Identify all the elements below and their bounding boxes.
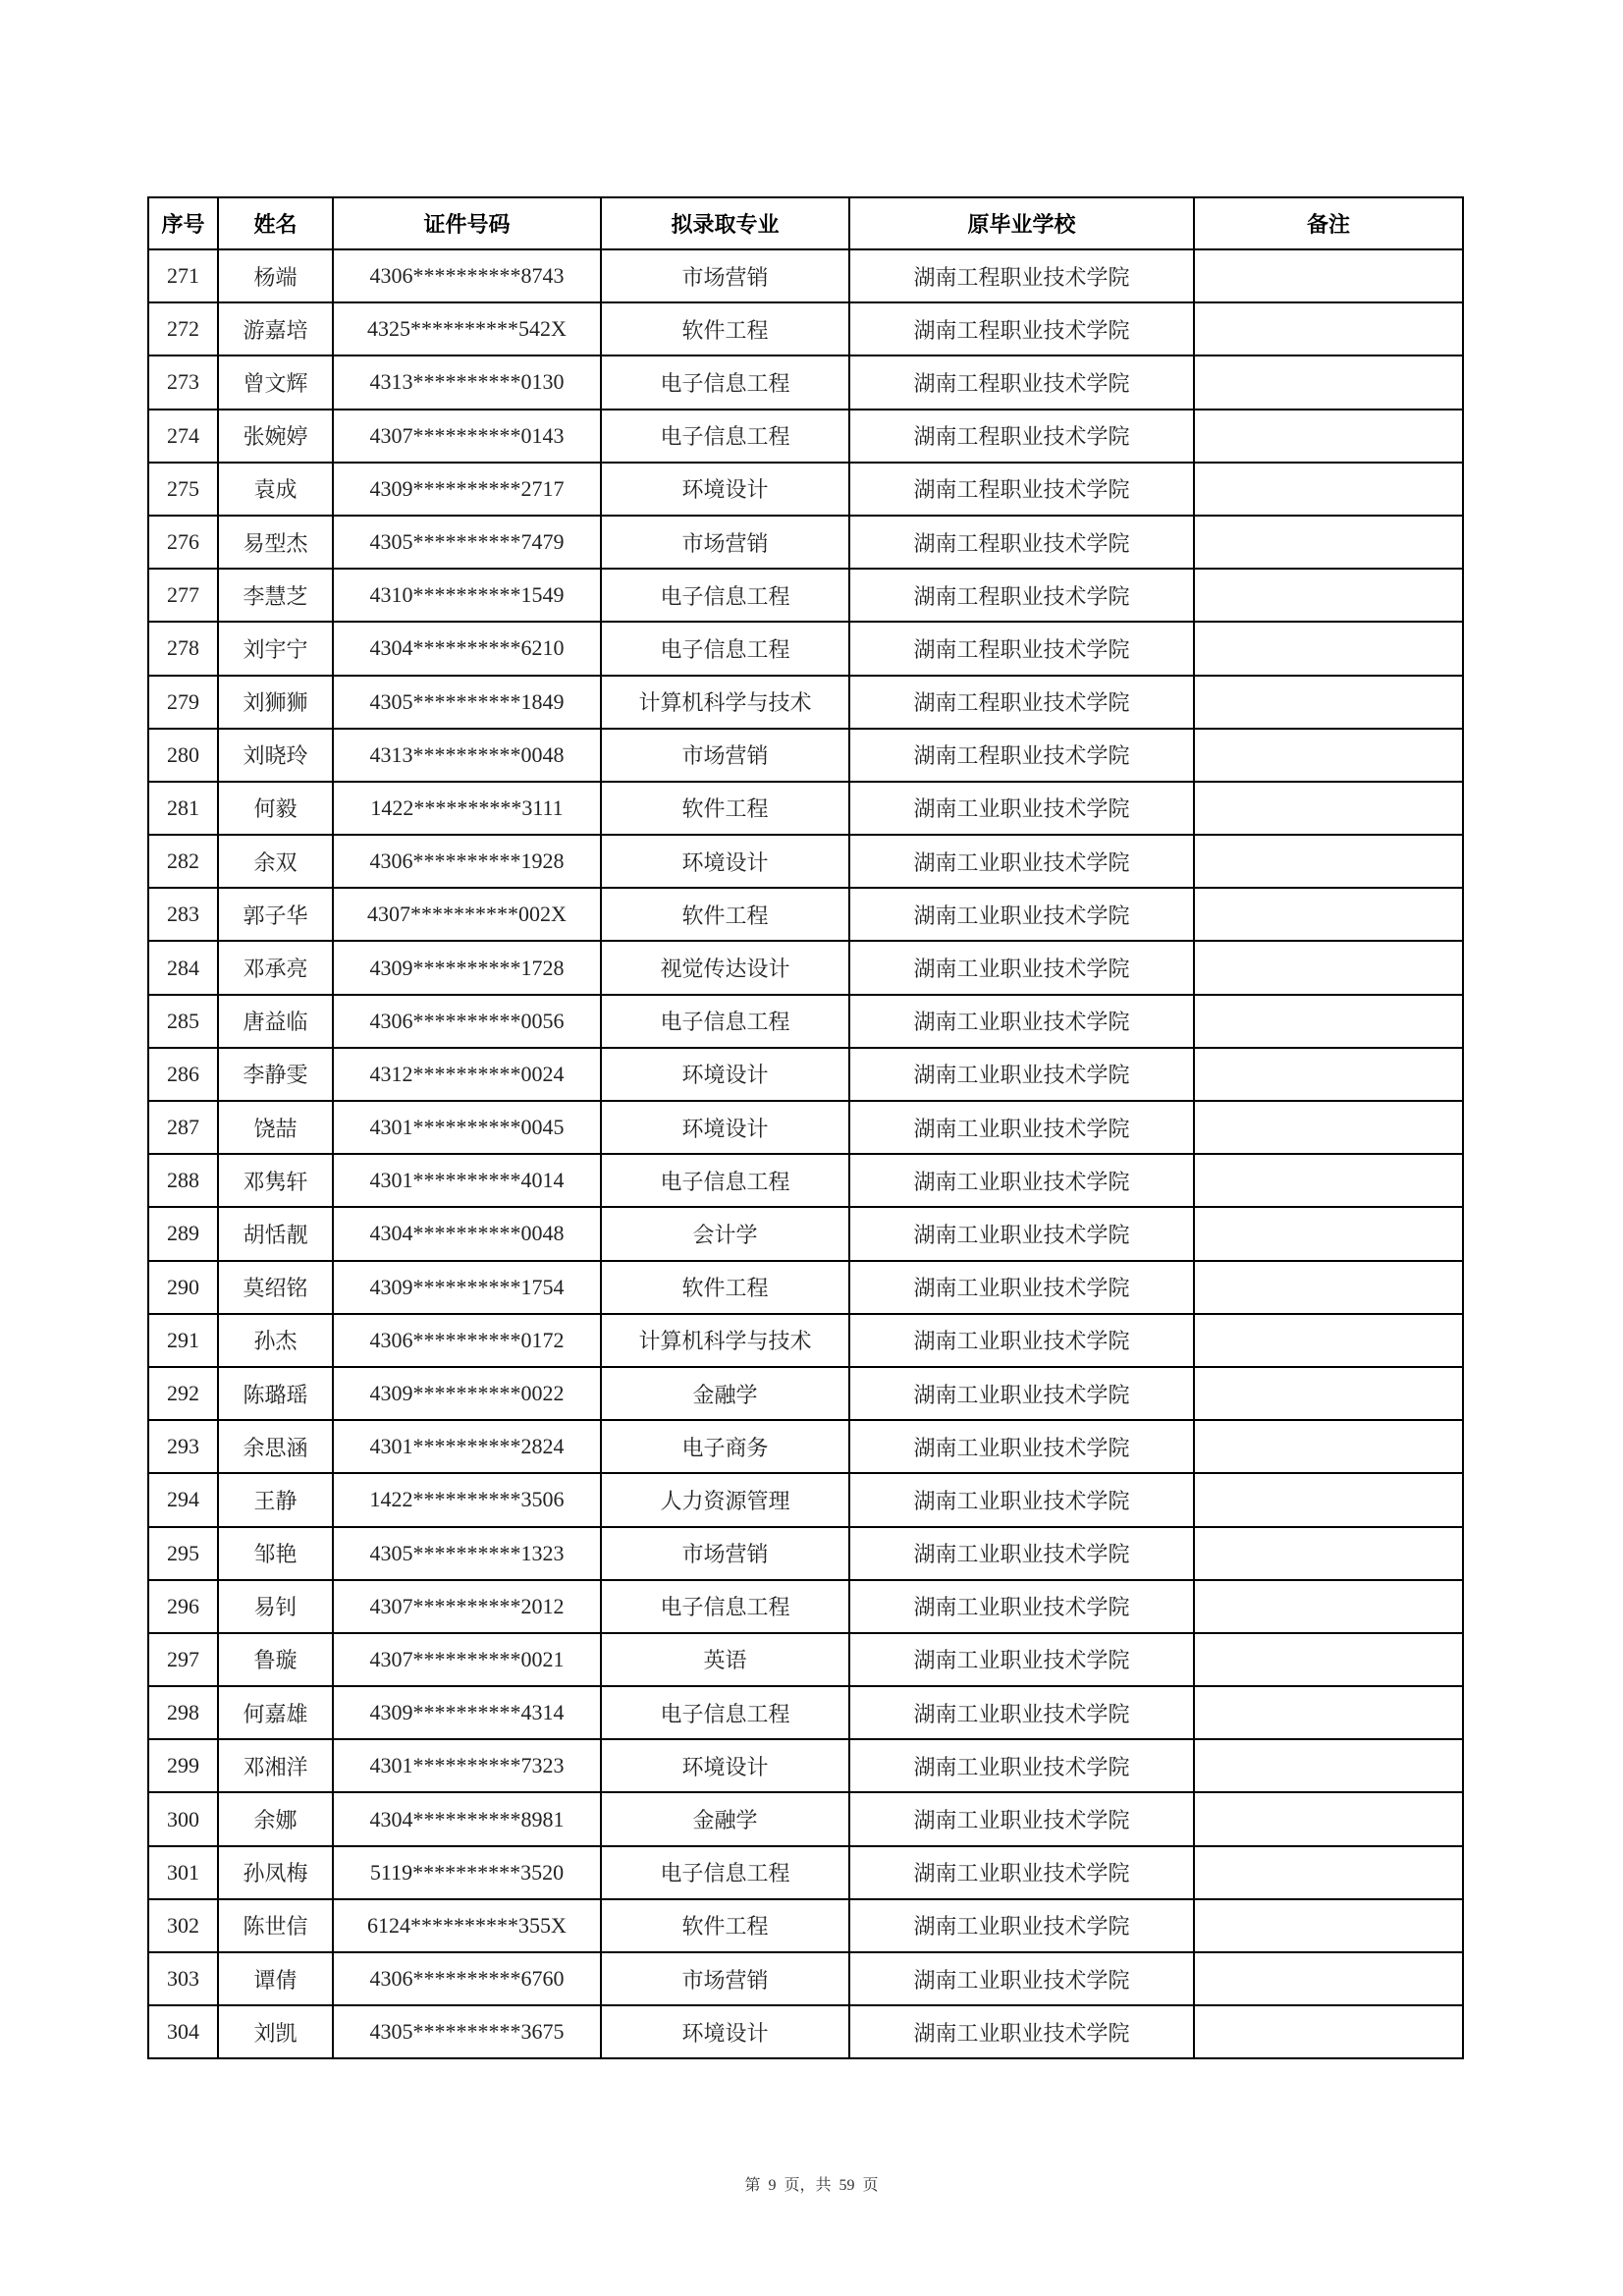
cell-name: 余思涵 <box>218 1420 333 1473</box>
cell-remarks <box>1194 302 1463 355</box>
cell-serial-number: 277 <box>148 569 218 622</box>
table-row <box>148 676 1463 729</box>
table-row <box>148 1207 1463 1260</box>
cell-graduated-school: 湖南工程职业技术学院 <box>849 676 1194 729</box>
cell-id-number: 4307**********0143 <box>333 410 601 463</box>
cell-graduated-school: 湖南工业职业技术学院 <box>849 1899 1194 1952</box>
cell-intended-major: 市场营销 <box>601 1527 849 1580</box>
cell-id-number: 4305**********3675 <box>333 2005 601 2058</box>
cell-id-number: 1422**********3111 <box>333 782 601 835</box>
cell-graduated-school: 湖南工业职业技术学院 <box>849 1154 1194 1207</box>
cell-graduated-school: 湖南工业职业技术学院 <box>849 1686 1194 1739</box>
table-row <box>148 1154 1463 1207</box>
cell-remarks <box>1194 1101 1463 1154</box>
cell-intended-major: 电子信息工程 <box>601 1154 849 1207</box>
table-row <box>148 1952 1463 2005</box>
table-row <box>148 1580 1463 1633</box>
cell-id-number: 4307**********002X <box>333 888 601 941</box>
cell-intended-major: 软件工程 <box>601 302 849 355</box>
cell-id-number: 4312**********0024 <box>333 1048 601 1101</box>
cell-name: 易钊 <box>218 1580 333 1633</box>
cell-serial-number: 273 <box>148 355 218 409</box>
cell-graduated-school: 湖南工业职业技术学院 <box>849 835 1194 888</box>
table-body <box>148 249 1463 2058</box>
cell-intended-major: 电子信息工程 <box>601 410 849 463</box>
table-row <box>148 516 1463 569</box>
cell-intended-major: 电子商务 <box>601 1420 849 1473</box>
cell-graduated-school: 湖南工业职业技术学院 <box>849 1792 1194 1845</box>
cell-intended-major: 电子信息工程 <box>601 1846 849 1899</box>
cell-intended-major: 市场营销 <box>601 249 849 302</box>
cell-name: 易型杰 <box>218 516 333 569</box>
cell-name: 鲁璇 <box>218 1633 333 1686</box>
cell-graduated-school: 湖南工业职业技术学院 <box>849 1420 1194 1473</box>
cell-graduated-school: 湖南工程职业技术学院 <box>849 729 1194 782</box>
cell-graduated-school: 湖南工程职业技术学院 <box>849 355 1194 409</box>
cell-intended-major: 电子信息工程 <box>601 355 849 409</box>
cell-serial-number: 289 <box>148 1207 218 1260</box>
cell-id-number: 4309**********2717 <box>333 463 601 516</box>
cell-id-number: 4306**********8743 <box>333 249 601 302</box>
cell-id-number: 4307**********2012 <box>333 1580 601 1633</box>
table-row <box>148 1899 1463 1952</box>
cell-name: 何嘉雄 <box>218 1686 333 1739</box>
cell-remarks <box>1194 410 1463 463</box>
cell-remarks <box>1194 995 1463 1048</box>
cell-remarks <box>1194 1207 1463 1260</box>
cell-name: 李静雯 <box>218 1048 333 1101</box>
table-row <box>148 355 1463 409</box>
table-row <box>148 2005 1463 2058</box>
cell-serial-number: 278 <box>148 622 218 675</box>
cell-name: 孙凤梅 <box>218 1846 333 1899</box>
table-row <box>148 995 1463 1048</box>
cell-serial-number: 291 <box>148 1314 218 1367</box>
cell-intended-major: 环境设计 <box>601 1048 849 1101</box>
cell-remarks <box>1194 1420 1463 1473</box>
cell-serial-number: 285 <box>148 995 218 1048</box>
cell-name: 胡恬靓 <box>218 1207 333 1260</box>
cell-name: 袁成 <box>218 463 333 516</box>
cell-intended-major: 计算机科学与技术 <box>601 676 849 729</box>
cell-name: 刘凯 <box>218 2005 333 2058</box>
cell-intended-major: 电子信息工程 <box>601 1686 849 1739</box>
cell-graduated-school: 湖南工业职业技术学院 <box>849 1314 1194 1367</box>
table-row <box>148 1473 1463 1526</box>
cell-serial-number: 272 <box>148 302 218 355</box>
cell-remarks <box>1194 888 1463 941</box>
table-row <box>148 1367 1463 1420</box>
table-row <box>148 941 1463 994</box>
cell-intended-major: 人力资源管理 <box>601 1473 849 1526</box>
cell-graduated-school: 湖南工程职业技术学院 <box>849 516 1194 569</box>
cell-graduated-school: 湖南工业职业技术学院 <box>849 1580 1194 1633</box>
cell-serial-number: 290 <box>148 1261 218 1314</box>
table-row <box>148 463 1463 516</box>
cell-intended-major: 环境设计 <box>601 1101 849 1154</box>
cell-id-number: 4304**********8981 <box>333 1792 601 1845</box>
cell-serial-number: 284 <box>148 941 218 994</box>
cell-remarks <box>1194 782 1463 835</box>
cell-intended-major: 会计学 <box>601 1207 849 1260</box>
cell-graduated-school: 湖南工业职业技术学院 <box>849 1473 1194 1526</box>
cell-id-number: 4306**********1928 <box>333 835 601 888</box>
cell-serial-number: 292 <box>148 1367 218 1420</box>
cell-serial-number: 287 <box>148 1101 218 1154</box>
cell-id-number: 4309**********0022 <box>333 1367 601 1420</box>
cell-intended-major: 电子信息工程 <box>601 569 849 622</box>
cell-remarks <box>1194 835 1463 888</box>
table-row <box>148 1048 1463 1101</box>
cell-name: 谭倩 <box>218 1952 333 2005</box>
cell-intended-major: 环境设计 <box>601 2005 849 2058</box>
cell-remarks <box>1194 1846 1463 1899</box>
cell-name: 刘晓玲 <box>218 729 333 782</box>
table-row <box>148 1792 1463 1845</box>
header-remarks: 备注 <box>1194 197 1463 249</box>
cell-remarks <box>1194 1261 1463 1314</box>
cell-intended-major: 电子信息工程 <box>601 1580 849 1633</box>
cell-serial-number: 300 <box>148 1792 218 1845</box>
cell-serial-number: 294 <box>148 1473 218 1526</box>
table-row <box>148 835 1463 888</box>
cell-remarks <box>1194 1367 1463 1420</box>
cell-remarks <box>1194 1633 1463 1686</box>
cell-id-number: 4301**********4014 <box>333 1154 601 1207</box>
cell-serial-number: 301 <box>148 1846 218 1899</box>
cell-graduated-school: 湖南工程职业技术学院 <box>849 249 1194 302</box>
cell-intended-major: 环境设计 <box>601 1739 849 1792</box>
table-row <box>148 1686 1463 1739</box>
cell-serial-number: 275 <box>148 463 218 516</box>
cell-remarks <box>1194 941 1463 994</box>
table-row <box>148 569 1463 622</box>
table-header-row <box>148 197 1463 249</box>
cell-serial-number: 304 <box>148 2005 218 2058</box>
cell-serial-number: 281 <box>148 782 218 835</box>
cell-remarks <box>1194 1739 1463 1792</box>
cell-id-number: 4304**********6210 <box>333 622 601 675</box>
cell-graduated-school: 湖南工业职业技术学院 <box>849 1367 1194 1420</box>
cell-remarks <box>1194 516 1463 569</box>
cell-intended-major: 金融学 <box>601 1792 849 1845</box>
cell-intended-major: 市场营销 <box>601 516 849 569</box>
cell-name: 刘狮狮 <box>218 676 333 729</box>
cell-graduated-school: 湖南工业职业技术学院 <box>849 1633 1194 1686</box>
cell-graduated-school: 湖南工业职业技术学院 <box>849 1952 1194 2005</box>
table-row <box>148 249 1463 302</box>
cell-remarks <box>1194 463 1463 516</box>
table-row <box>148 1420 1463 1473</box>
cell-serial-number: 288 <box>148 1154 218 1207</box>
cell-id-number: 4309**********1754 <box>333 1261 601 1314</box>
header-id-number: 证件号码 <box>333 197 601 249</box>
cell-id-number: 4310**********1549 <box>333 569 601 622</box>
cell-name: 刘宇宁 <box>218 622 333 675</box>
cell-intended-major: 市场营销 <box>601 1952 849 2005</box>
cell-intended-major: 电子信息工程 <box>601 622 849 675</box>
cell-intended-major: 环境设计 <box>601 835 849 888</box>
cell-graduated-school: 湖南工业职业技术学院 <box>849 1846 1194 1899</box>
table-row <box>148 1261 1463 1314</box>
cell-serial-number: 280 <box>148 729 218 782</box>
cell-id-number: 4313**********0130 <box>333 355 601 409</box>
cell-graduated-school: 湖南工程职业技术学院 <box>849 622 1194 675</box>
cell-id-number: 4305**********1323 <box>333 1527 601 1580</box>
cell-remarks <box>1194 1686 1463 1739</box>
cell-intended-major: 环境设计 <box>601 463 849 516</box>
header-serial-number: 序号 <box>148 197 218 249</box>
cell-intended-major: 软件工程 <box>601 1899 849 1952</box>
cell-graduated-school: 湖南工业职业技术学院 <box>849 941 1194 994</box>
cell-id-number: 4305**********1849 <box>333 676 601 729</box>
cell-name: 邹艳 <box>218 1527 333 1580</box>
cell-id-number: 4305**********7479 <box>333 516 601 569</box>
cell-graduated-school: 湖南工业职业技术学院 <box>849 1207 1194 1260</box>
cell-id-number: 4306**********6760 <box>333 1952 601 2005</box>
cell-graduated-school: 湖南工业职业技术学院 <box>849 1048 1194 1101</box>
cell-graduated-school: 湖南工业职业技术学院 <box>849 1261 1194 1314</box>
cell-remarks <box>1194 676 1463 729</box>
header-intended-major: 拟录取专业 <box>601 197 849 249</box>
cell-remarks <box>1194 1580 1463 1633</box>
cell-id-number: 6124**********355X <box>333 1899 601 1952</box>
cell-graduated-school: 湖南工业职业技术学院 <box>849 1101 1194 1154</box>
table-row <box>148 1527 1463 1580</box>
table-row <box>148 1633 1463 1686</box>
cell-id-number: 4309**********4314 <box>333 1686 601 1739</box>
cell-serial-number: 293 <box>148 1420 218 1473</box>
cell-id-number: 4304**********0048 <box>333 1207 601 1260</box>
cell-id-number: 4306**********0056 <box>333 995 601 1048</box>
cell-remarks <box>1194 355 1463 409</box>
cell-intended-major: 英语 <box>601 1633 849 1686</box>
admission-roster-table <box>147 196 1464 2059</box>
cell-serial-number: 274 <box>148 410 218 463</box>
cell-name: 孙杰 <box>218 1314 333 1367</box>
cell-intended-major: 软件工程 <box>601 782 849 835</box>
cell-id-number: 5119**********3520 <box>333 1846 601 1899</box>
cell-remarks <box>1194 1952 1463 2005</box>
cell-intended-major: 软件工程 <box>601 1261 849 1314</box>
cell-serial-number: 276 <box>148 516 218 569</box>
cell-id-number: 4313**********0048 <box>333 729 601 782</box>
cell-name: 莫绍铭 <box>218 1261 333 1314</box>
cell-serial-number: 296 <box>148 1580 218 1633</box>
cell-graduated-school: 湖南工程职业技术学院 <box>849 302 1194 355</box>
cell-serial-number: 286 <box>148 1048 218 1101</box>
cell-name: 余双 <box>218 835 333 888</box>
cell-remarks <box>1194 1792 1463 1845</box>
cell-name: 陈世信 <box>218 1899 333 1952</box>
cell-remarks <box>1194 729 1463 782</box>
cell-graduated-school: 湖南工程职业技术学院 <box>849 463 1194 516</box>
cell-graduated-school: 湖南工业职业技术学院 <box>849 2005 1194 2058</box>
cell-remarks <box>1194 1154 1463 1207</box>
header-graduated-school: 原毕业学校 <box>849 197 1194 249</box>
cell-graduated-school: 湖南工程职业技术学院 <box>849 569 1194 622</box>
cell-serial-number: 303 <box>148 1952 218 2005</box>
cell-serial-number: 282 <box>148 835 218 888</box>
cell-intended-major: 金融学 <box>601 1367 849 1420</box>
table-row <box>148 1101 1463 1154</box>
cell-intended-major: 市场营销 <box>601 729 849 782</box>
cell-name: 饶喆 <box>218 1101 333 1154</box>
cell-serial-number: 279 <box>148 676 218 729</box>
cell-graduated-school: 湖南工业职业技术学院 <box>849 782 1194 835</box>
cell-id-number: 4301**********7323 <box>333 1739 601 1792</box>
cell-intended-major: 计算机科学与技术 <box>601 1314 849 1367</box>
cell-id-number: 4309**********1728 <box>333 941 601 994</box>
cell-intended-major: 视觉传达设计 <box>601 941 849 994</box>
cell-name: 陈璐瑶 <box>218 1367 333 1420</box>
header-name: 姓名 <box>218 197 333 249</box>
cell-id-number: 4301**********2824 <box>333 1420 601 1473</box>
cell-id-number: 4325**********542X <box>333 302 601 355</box>
cell-graduated-school: 湖南工业职业技术学院 <box>849 995 1194 1048</box>
cell-id-number: 4307**********0021 <box>333 1633 601 1686</box>
cell-serial-number: 283 <box>148 888 218 941</box>
cell-graduated-school: 湖南工业职业技术学院 <box>849 888 1194 941</box>
table-row <box>148 1846 1463 1899</box>
cell-serial-number: 299 <box>148 1739 218 1792</box>
cell-name: 邓湘洋 <box>218 1739 333 1792</box>
table-row <box>148 782 1463 835</box>
cell-name: 余娜 <box>218 1792 333 1845</box>
cell-name: 郭子华 <box>218 888 333 941</box>
cell-remarks <box>1194 569 1463 622</box>
cell-id-number: 1422**********3506 <box>333 1473 601 1526</box>
cell-remarks <box>1194 1048 1463 1101</box>
cell-name: 王静 <box>218 1473 333 1526</box>
cell-serial-number: 295 <box>148 1527 218 1580</box>
cell-id-number: 4306**********0172 <box>333 1314 601 1367</box>
page-number-footer: 第 9 页，共 59 页 <box>744 2177 879 2194</box>
cell-serial-number: 302 <box>148 1899 218 1952</box>
cell-name: 游嘉培 <box>218 302 333 355</box>
cell-remarks <box>1194 1314 1463 1367</box>
cell-graduated-school: 湖南工程职业技术学院 <box>849 410 1194 463</box>
cell-serial-number: 298 <box>148 1686 218 1739</box>
cell-name: 杨端 <box>218 249 333 302</box>
cell-name: 曾文辉 <box>218 355 333 409</box>
cell-intended-major: 软件工程 <box>601 888 849 941</box>
cell-remarks <box>1194 1527 1463 1580</box>
table-row <box>148 302 1463 355</box>
cell-serial-number: 297 <box>148 1633 218 1686</box>
table-row <box>148 622 1463 675</box>
cell-graduated-school: 湖南工业职业技术学院 <box>849 1739 1194 1792</box>
table-row <box>148 1314 1463 1367</box>
cell-name: 唐益临 <box>218 995 333 1048</box>
cell-remarks <box>1194 622 1463 675</box>
cell-remarks <box>1194 1473 1463 1526</box>
cell-name: 张婉婷 <box>218 410 333 463</box>
table-row <box>148 1739 1463 1792</box>
cell-id-number: 4301**********0045 <box>333 1101 601 1154</box>
cell-name: 邓隽轩 <box>218 1154 333 1207</box>
cell-name: 邓承亮 <box>218 941 333 994</box>
table-row <box>148 888 1463 941</box>
table-row <box>148 729 1463 782</box>
cell-graduated-school: 湖南工业职业技术学院 <box>849 1527 1194 1580</box>
cell-remarks <box>1194 2005 1463 2058</box>
table-row <box>148 410 1463 463</box>
cell-intended-major: 电子信息工程 <box>601 995 849 1048</box>
cell-serial-number: 271 <box>148 249 218 302</box>
cell-name: 何毅 <box>218 782 333 835</box>
cell-remarks <box>1194 1899 1463 1952</box>
cell-remarks <box>1194 249 1463 302</box>
cell-name: 李慧芝 <box>218 569 333 622</box>
